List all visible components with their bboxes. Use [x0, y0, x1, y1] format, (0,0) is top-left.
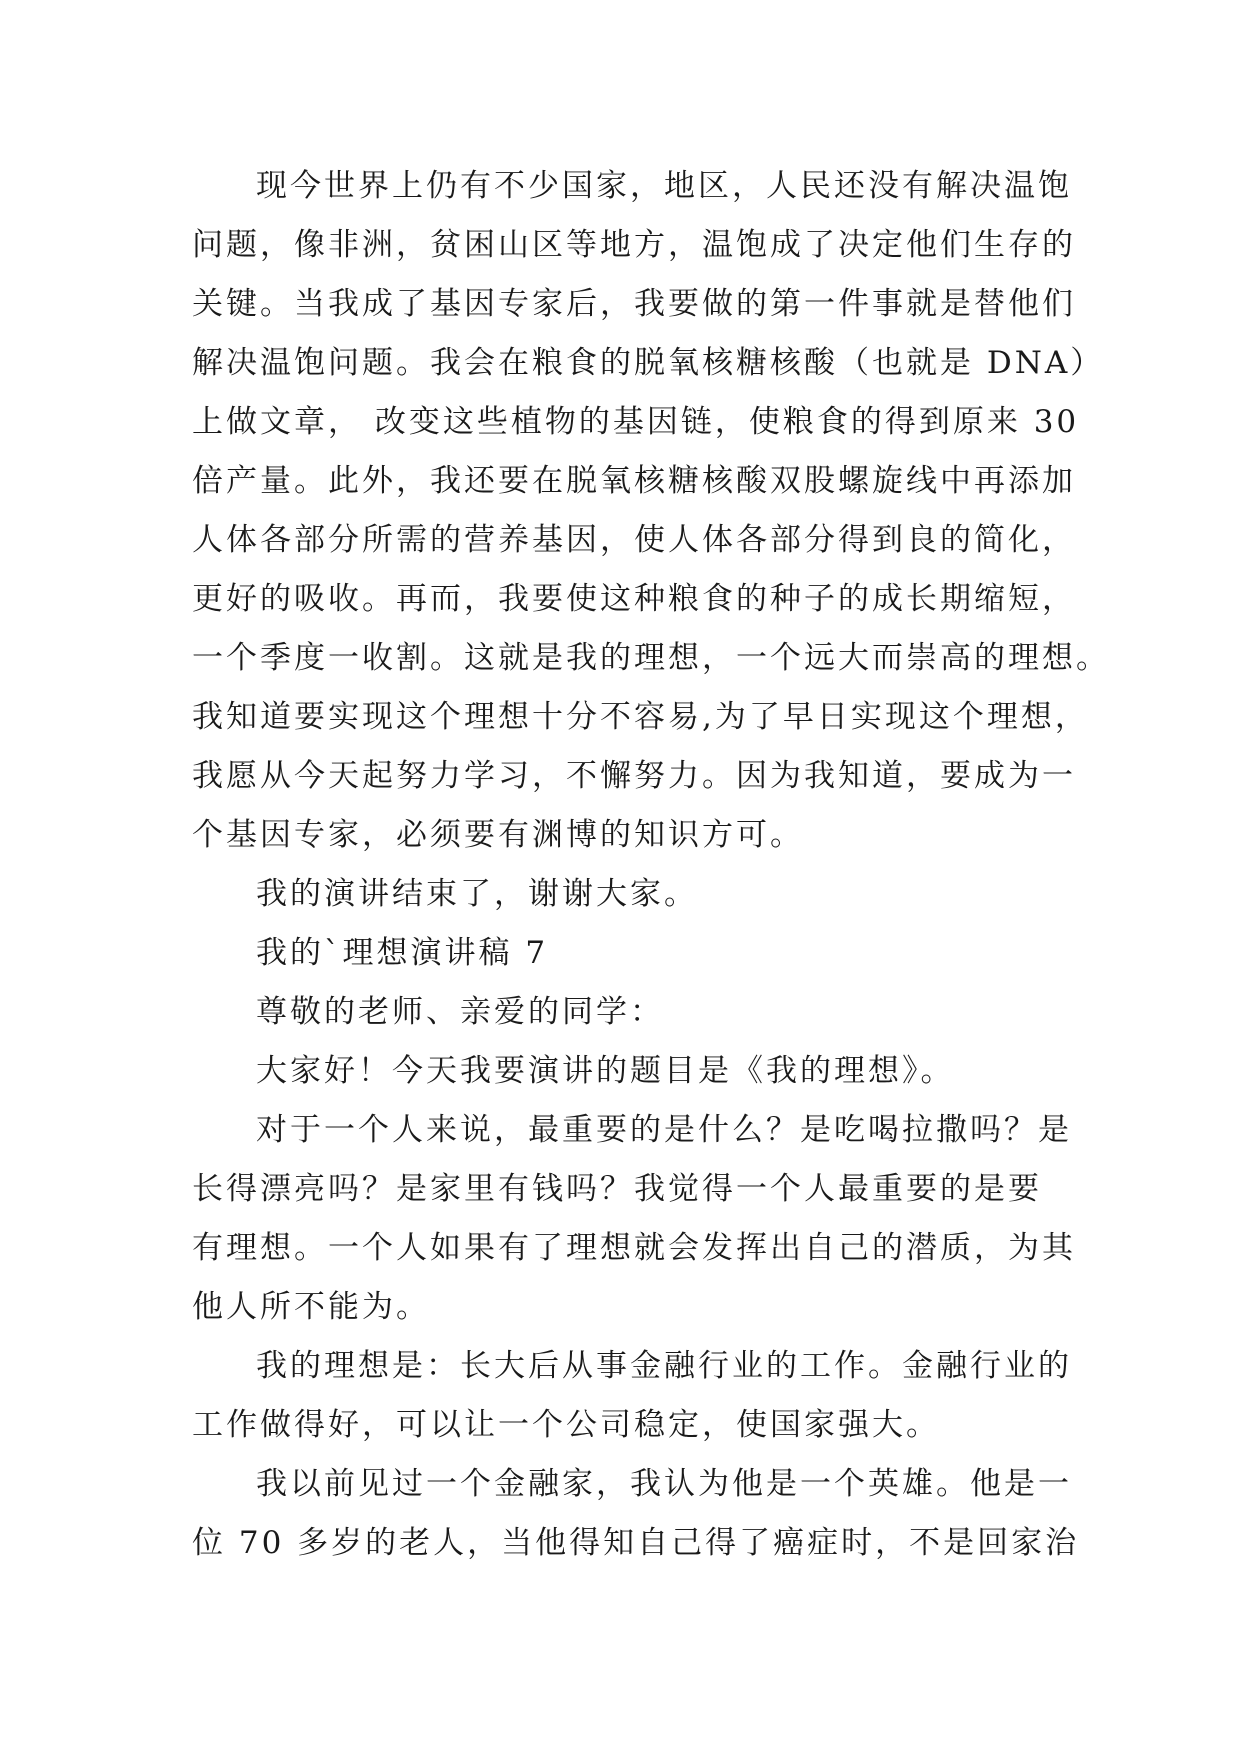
text-line: 有理想。一个人如果有了理想就会发挥出自己的潜质，为其 [192, 1230, 1076, 1266]
text-line: 个基因专家，必须要有渊博的知识方可。 [192, 817, 804, 853]
text-line: 问题，像非洲，贫困山区等地方，温饱成了决定他们生存的 [192, 227, 1076, 263]
text-line: 我知道要实现这个理想十分不容易,为了早日实现这个理想， [192, 699, 1089, 735]
text-line: 一个季度一收割。这就是我的理想，一个远大而崇高的理想。 [192, 640, 1110, 676]
text-line: 倍产量。此外，我还要在脱氧核糖核酸双股螺旋线中再添加 [192, 463, 1076, 499]
text-line: 我愿从今天起努力学习，不懈努力。因为我知道，要成为一 [192, 758, 1076, 794]
text-line: 他人所不能为。 [192, 1289, 430, 1325]
text-line: 长得漂亮吗？是家里有钱吗？我觉得一个人最重要的是要 [192, 1171, 1042, 1207]
text-line: 人体各部分所需的营养基因，使人体各部分得到良的简化， [192, 522, 1076, 558]
text-line: 解决温饱问题。我会在粮食的脱氧核糖核酸（也就是 DNA） [192, 345, 1105, 381]
text-line: 对于一个人来说，最重要的是什么？是吃喝拉撒吗？是 [256, 1112, 1072, 1148]
text-line: 我的`理想演讲稿 7 [256, 935, 549, 971]
text-line: 位 70 多岁的老人，当他得知自己得了癌症时，不是回家治 [192, 1525, 1080, 1561]
text-line: 更好的吸收。再而，我要使这种粮食的种子的成长期缩短， [192, 581, 1076, 617]
text-line: 上做文章， 改变这些植物的基因链，使粮食的得到原来 30 [192, 404, 1080, 440]
text-line: 我以前见过一个金融家，我认为他是一个英雄。他是一 [256, 1466, 1072, 1502]
text-line: 我的演讲结束了，谢谢大家。 [256, 876, 698, 912]
text-line: 现今世界上仍有不少国家，地区，人民还没有解决温饱 [256, 168, 1072, 204]
text-line: 关键。当我成了基因专家后，我要做的第一件事就是替他们 [192, 286, 1076, 322]
text-line: 我的理想是：长大后从事金融行业的工作。金融行业的 [256, 1348, 1072, 1384]
text-line: 工作做得好，可以让一个公司稳定，使国家强大。 [192, 1407, 940, 1443]
text-line: 大家好！今天我要演讲的题目是《我的理想》。 [256, 1053, 955, 1089]
text-line: 尊敬的老师、亲爱的同学： [256, 994, 664, 1030]
document-body [192, 157, 1110, 1573]
